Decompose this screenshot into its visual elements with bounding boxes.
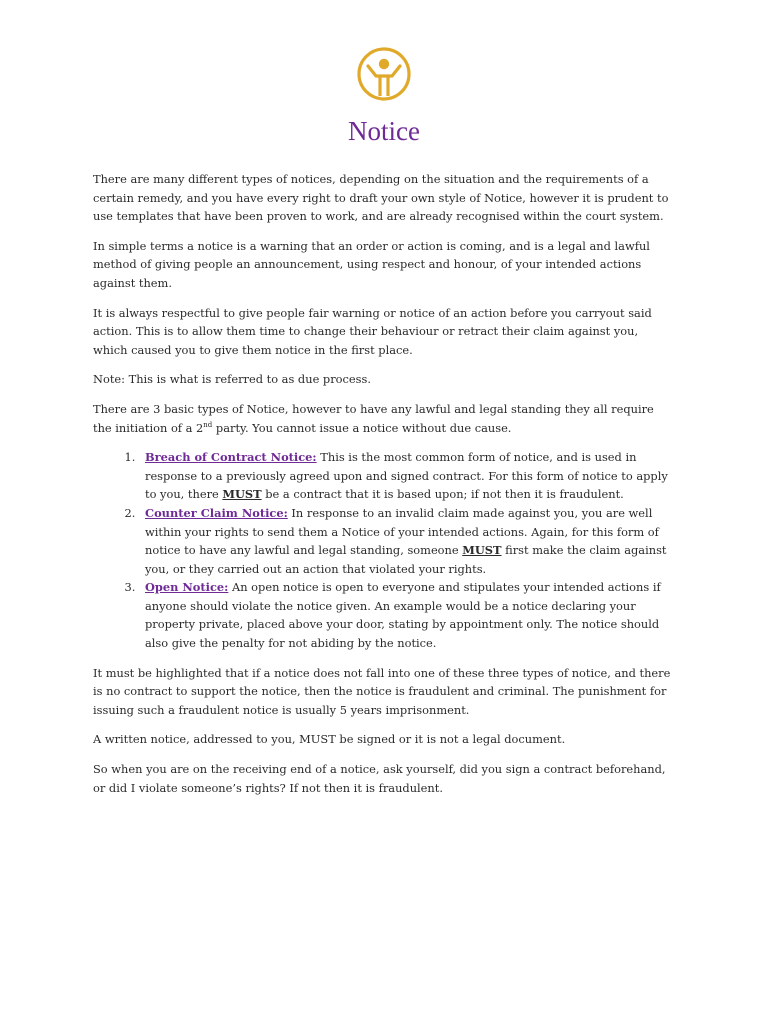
types-intro-text-end: party. You cannot issue a notice without due cause.: [212, 420, 512, 435]
paragraph-fair-warning: It is always respectful to give people fair warning or notice of an action before you carryout said action. This is to allow them time to change their behaviour or retract their claim against you, which caused you to give them notice in the first place.: [93, 305, 652, 357]
document-body: [93, 170, 675, 808]
list-item: [139, 448, 675, 504]
notice-type-text: This is the most common form of notice, and is used in response to a previously agreed upon and signed contract. For this form of notice to apply to you, there: [145, 450, 668, 502]
notice-type-term: Counter Claim Notice:: [145, 505, 288, 520]
emphasis-must: MUST: [222, 487, 262, 502]
notice-type-text-end: first make the claim against you, or they carried out an action that violated your rights.: [145, 543, 667, 576]
paragraph-receiving-end: So when you are on the receiving end of a notice, ask yourself, did you sign a contract beforehand, or did I violate someone’s rights? If not then it is fraudulent.: [93, 762, 666, 795]
paragraph-types-of-notices: There are many different types of notices, depending on the situation and the requirements of a certain remedy, and you have every right to draft your own style of Notice, however it is prudent to use templates that have been proven to work, and are already recognised within the court system.: [93, 172, 669, 224]
list-item: [139, 504, 675, 578]
list-item: [139, 578, 675, 652]
person-emblem-icon: [356, 46, 412, 102]
notice-type-text: An open notice is open to everyone and stipulates your intended actions if anyone should violate the notice given. An example would be a notice declaring your property private, placed above your door, stating by appointment only. The notice should also give the penalty for not abiding by the notice.: [145, 580, 661, 651]
notice-types-list: [93, 448, 675, 653]
types-intro-text: There are 3 basic types of Notice, however to have any lawful and legal standing they all require the initiation of a 2: [93, 401, 654, 435]
paragraph-due-process: Note: This is what is referred to as due process.: [93, 372, 371, 387]
paragraph-definition: In simple terms a notice is a warning that an order or action is coming, and is a legal and lawful method of giving people an announcement, using respect and honour, of your intended actions against them.: [93, 238, 650, 290]
paragraph-fraudulent-notice: It must be highlighted that if a notice does not fall into one of these three types of notice, and there is no contract to support the notice, then the notice is fraudulent and criminal. The punishment for issuing such a fraudulent notice is usually 5 years imprisonment.: [93, 665, 671, 717]
notice-type-text: In response to an invalid claim made against you, you are well within your rights to send them a Notice of your intended actions. Again, for this form of notice to have any lawful and legal standing, someone: [145, 505, 659, 558]
notice-type-term: Breach of Contract Notice:: [145, 450, 317, 465]
page-title: Notice: [348, 116, 420, 146]
notice-type-text-end: be a contract that it is based upon; if not then it is fraudulent.: [261, 487, 624, 502]
paragraph-types-intro: [93, 400, 675, 437]
ordinal-suffix: nd: [203, 420, 213, 429]
notice-type-term: Open Notice:: [145, 580, 229, 595]
paragraph-signed-notice: A written notice, addressed to you, MUST be signed or it is not a legal document.: [93, 732, 566, 747]
emphasis-must: MUST: [462, 543, 502, 558]
